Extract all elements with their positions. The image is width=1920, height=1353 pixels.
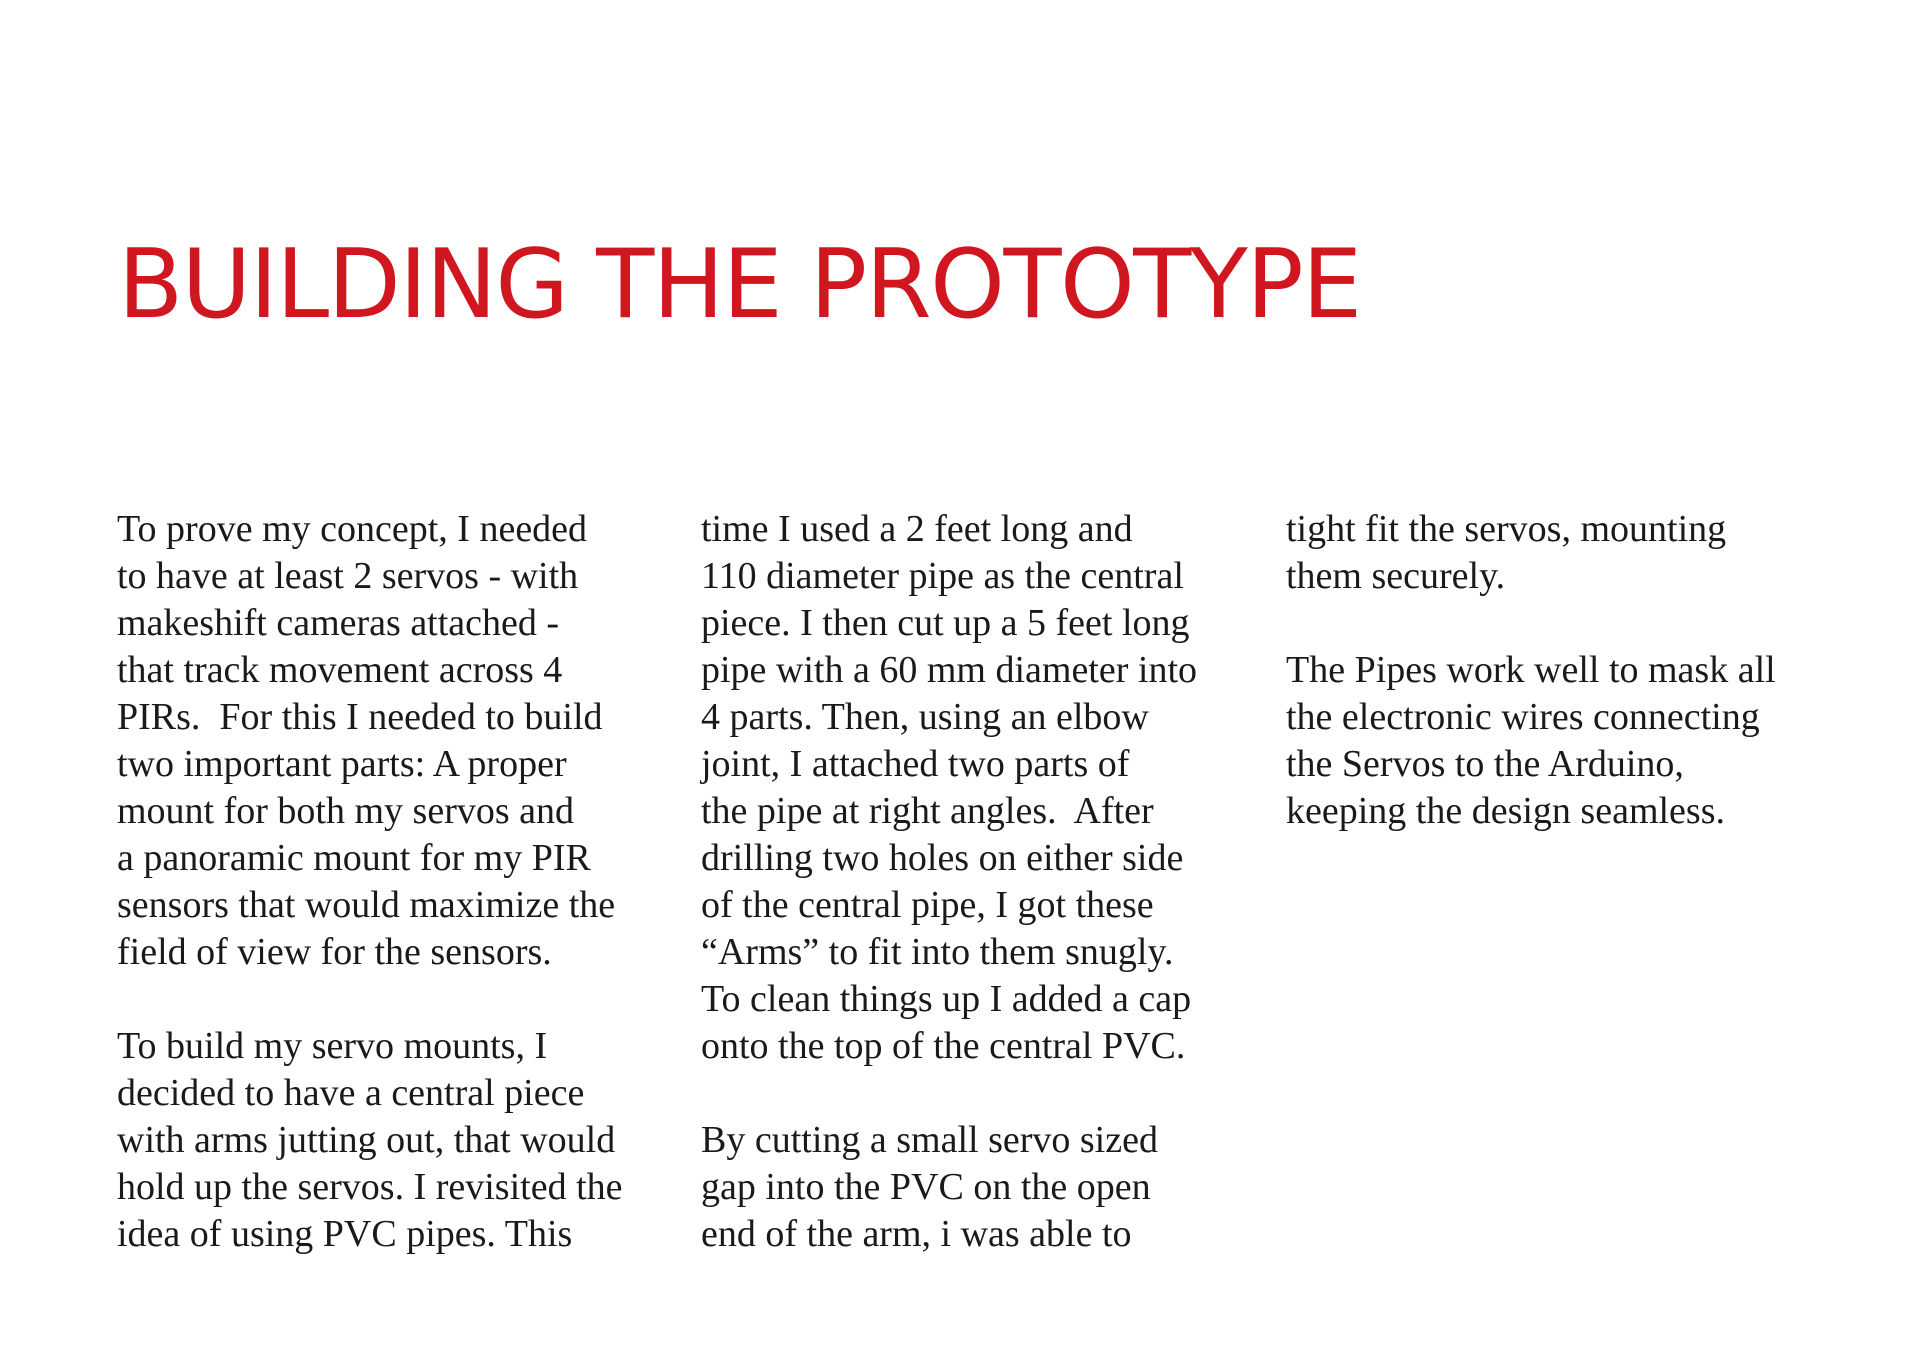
text-column-2 [701,506,1197,1258]
text-line: “Arms” to fit into them snugly. [701,931,1174,973]
text-line: a panoramic mount for my PIR [117,837,591,879]
text-line: makeshift cameras attached - [117,602,560,644]
text-line: of the central pipe, I got these [701,884,1154,926]
text-line: them securely. [1286,555,1506,597]
text-line: onto the top of the central PVC. [701,1025,1186,1067]
text-line: end of the arm, i was able to [701,1213,1132,1255]
paragraph [117,506,623,976]
text-line: sensors that would maximize the [117,884,616,926]
text-line: To clean things up I added a cap [701,978,1192,1020]
text-line: keeping the design seamless. [1286,790,1726,832]
text-line: piece. I then cut up a 5 feet long [701,602,1190,644]
text-line: two important parts: A proper [117,743,567,785]
text-line: By cutting a small servo sized [701,1119,1158,1161]
paragraph [701,506,1197,1070]
text-line: To prove my concept, I needed [117,508,588,550]
paragraph [701,1117,1197,1258]
text-line: with arms jutting out, that would [117,1119,616,1161]
text-line: To build my servo mounts, I [117,1025,548,1067]
text-line: The Pipes work well to mask all [1286,649,1776,691]
paragraph [1286,506,1776,600]
text-line: PIRs. For this I needed to build [117,696,603,738]
text-line: field of view for the sensors. [117,931,552,973]
text-line: the electronic wires connecting [1286,696,1760,738]
text-line: decided to have a central piece [117,1072,585,1114]
text-line: idea of using PVC pipes. This [117,1213,573,1255]
text-line: time I used a 2 feet long and [701,508,1133,550]
text-column-3 [1286,506,1776,835]
text-line: pipe with a 60 mm diameter into [701,649,1198,691]
text-line: joint, I attached two parts of [701,743,1130,785]
text-line: mount for both my servos and [117,790,575,832]
text-column-1 [117,506,623,1258]
paragraph [1286,647,1776,835]
text-line: the Servos to the Arduino, [1286,743,1684,785]
text-line: drilling two holes on either side [701,837,1184,879]
text-line: the pipe at right angles. After [701,790,1154,832]
page-title: BUILDING THE PROTOTYPE [118,230,1361,340]
text-line: hold up the servos. I revisited the [117,1166,623,1208]
text-line: tight fit the servos, mounting [1286,508,1727,550]
text-line: gap into the PVC on the open [701,1166,1151,1208]
paragraph [117,1023,623,1258]
text-line: that track movement across 4 [117,649,563,691]
text-line: 4 parts. Then, using an elbow [701,696,1149,738]
text-line: to have at least 2 servos - with [117,555,579,597]
text-line: 110 diameter pipe as the central [701,555,1184,597]
